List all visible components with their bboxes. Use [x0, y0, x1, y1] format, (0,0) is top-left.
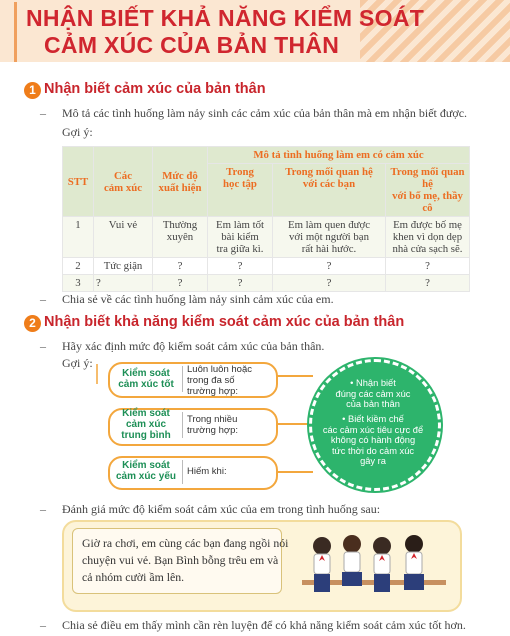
th-emotions: Các cảm xúc: [94, 147, 153, 217]
control-level-weak-desc: Hiếm khi:: [187, 466, 227, 477]
control-level-good-desc: Luôn luôn hoặc trong đa số trường hợp:: [187, 364, 252, 397]
criteria-restrain: • Biết kiềm chế các cảm xúc tiêu cực để không có hành động tức thời do cảm xúc gây ra: [322, 414, 424, 466]
box-separator: [182, 366, 183, 392]
table-row: 2 Tức giận ? ? ? ?: [63, 258, 470, 275]
box-separator: [182, 460, 183, 484]
table-row: 3 ? ? ? ? ?: [63, 275, 470, 292]
banner-strip: [14, 2, 17, 62]
bullet-dash: –: [40, 502, 46, 516]
page-title-line1: NHẬN BIẾT KHẢ NĂNG KIỂM SOÁT: [26, 5, 425, 31]
th-study: Trong học tập: [208, 164, 273, 217]
th-stt: STT: [63, 147, 94, 217]
section1-share: Chia sẻ về các tình huống làm nảy sinh cảm xúc của em.: [62, 292, 334, 306]
section2-instruction: Hãy xác định mức độ kiểm soát cảm xúc của bản thân.: [62, 339, 325, 353]
control-level-medium-label: Kiểm soát cảm xúc trung bình: [121, 408, 171, 441]
control-level-good-label: Kiểm soát cảm xúc tốt: [118, 368, 174, 390]
situation-line-3: cả nhóm cười ầm lên.: [82, 570, 185, 584]
section2-evaluate: Đánh giá mức độ kiểm soát cảm xúc của em trong tình huống sau:: [62, 502, 381, 516]
section2-heading: Nhận biết khả năng kiểm soát cảm xúc của bản thân: [44, 314, 405, 330]
th-friends: Trong mối quan hệ với các bạn: [273, 164, 386, 217]
page-title-line2: CẢM XÚC CỦA BẢN THÂN: [44, 32, 340, 58]
section1-instruction: Mô tả các tình huống làm nảy sinh các cảm xúc của bản thân mà em nhận biết được.: [62, 106, 468, 120]
section-number-1: 1: [24, 82, 41, 99]
bullet-dash: –: [40, 618, 46, 632]
criteria-recognize: • Nhận biết đúng các cảm xúc của bản thân: [335, 378, 411, 409]
control-level-weak-label: Kiểm soát cảm xúc yếu: [115, 460, 177, 482]
th-situation-group: Mô tả tình huống làm em có cảm xúc: [208, 147, 470, 164]
situation-line-2: chuyện vui vẻ. Bạn Bình bỗng trêu em và: [82, 553, 279, 567]
emotion-table: [62, 146, 470, 292]
section1-hint-label: Gợi ý:: [62, 125, 93, 139]
students-illustration: [296, 524, 452, 606]
section2-share: Chia sẻ điều em thấy mình cần rèn luyện để có khả năng kiểm soát cảm xúc tốt hơn.: [62, 618, 466, 632]
bullet-dash: –: [40, 292, 46, 306]
bullet-dash: –: [40, 339, 46, 353]
bullet-dash: –: [40, 106, 46, 120]
section1-heading: Nhận biết cảm xúc của bản thân: [44, 81, 266, 97]
situation-line-1: Giờ ra chơi, em cùng các bạn đang ngồi nói: [82, 536, 289, 550]
th-parents-teachers: Trong mối quan hệ với bố mẹ, thầy cô: [386, 164, 470, 217]
control-level-medium-desc: Trong nhiều trường hợp:: [187, 414, 239, 436]
section2-hint-label: Gợi ý:: [62, 356, 93, 370]
box-separator: [182, 412, 183, 438]
section-number-2: 2: [24, 315, 41, 332]
table-row: 1 Vui vẻ Thường xuyên Em làm tốt bài kiểm tra giữa kì. Em làm quen được với một người bạn rất hài hước. Em được bố mẹ khen vì dọn dẹp nhà cửa sạch sẽ.: [63, 217, 470, 258]
th-frequency: Mức độ xuất hiện: [153, 147, 208, 217]
